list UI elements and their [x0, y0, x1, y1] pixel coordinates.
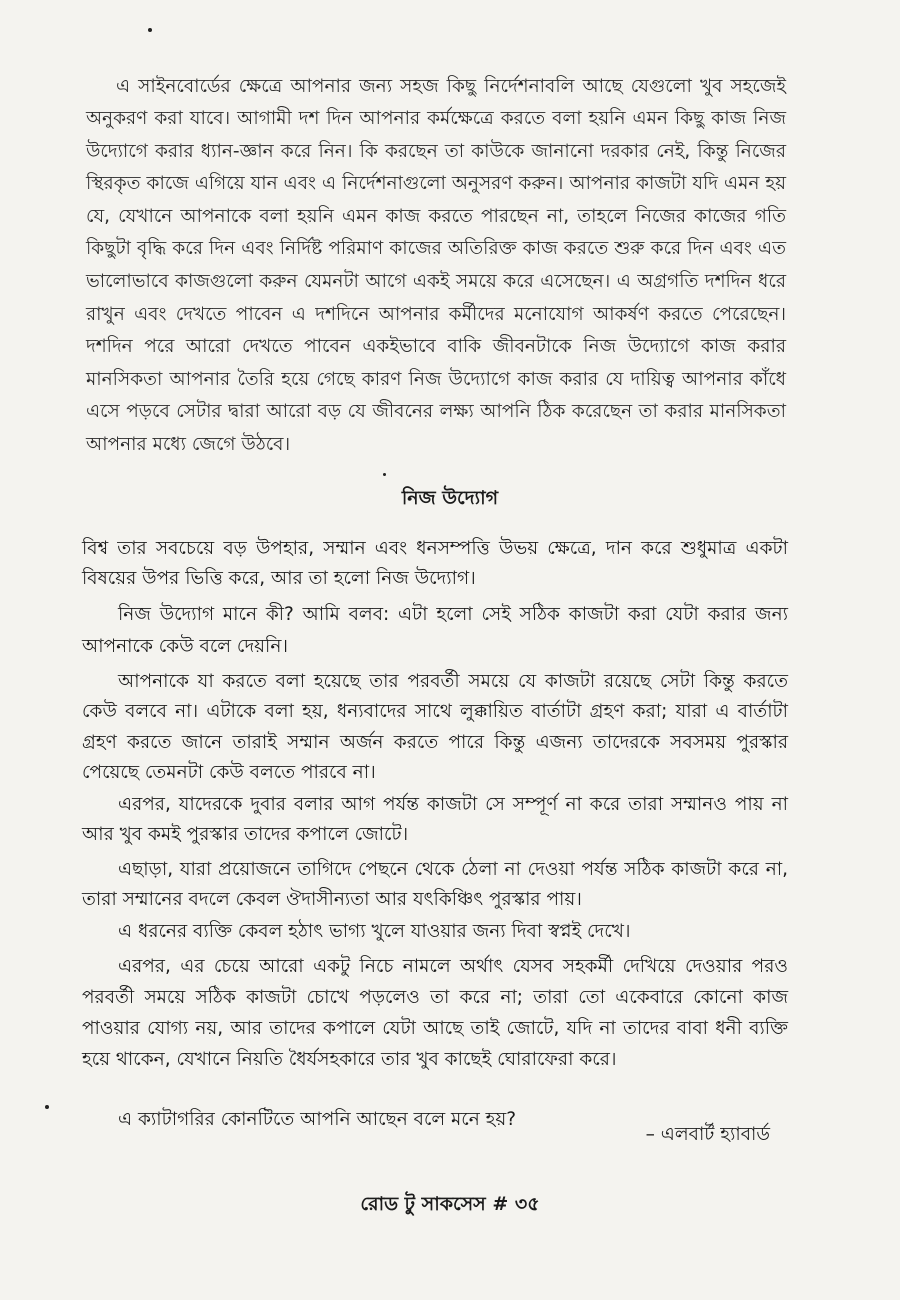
paragraph-daydream: এ ধরনের ব্যক্তি কেবল হঠাৎ ভাগ্য খুলে যাওয়ার জন্য দিবা স্বপ্নই দেখে। — [118, 920, 631, 942]
print-speck — [45, 1105, 49, 1109]
section-heading: নিজ উদ্যোগ — [401, 487, 499, 509]
paragraph-definition: নিজ উদ্যোগ মানে কী? আমি বলব: এটা হলো সেই সঠিক কাজটা করা যেটা করার জন্য আপনাকে কেউ বলে দেয়নি। — [82, 603, 788, 657]
paragraph-world-gifts: বিশ্ব তার সবচেয়ে বড় উপহার, সম্মান এবং ধনসম্পত্তি উভয় ক্ষেত্রে, দান করে শুধুমাত্র একটা বিষয়ের উপর ভিত্তি করে, আর তা হলো নিজ উদ্যোগ। — [82, 537, 788, 589]
paragraph-pushed: এছাড়া, যারা প্রয়োজনে তাগিদে পেছনে থেকে ঠেলা না দেওয়া পর্যন্ত সঠিক কাজটা করে না, তারা সম্মানের বদলে কেবল ঔদাসীন্যতা আর যৎকিঞ্চিৎ পুরস্কার পায়। — [82, 858, 788, 910]
paragraph-lower: এরপর, এর চেয়ে আরো একটু নিচে নামলে অর্থাৎ যেসব সহকর্মী দেখিয়ে দেওয়ার পরও পরবর্তী সময়ে সঠিক কাজটা চোখে পড়লেও তা করে না; তারা তো একেবারে কোনো কাজ পাওয়ার যোগ্য নয়, আর তাদের কপালে যেটা আছে তাই জোটে, যদি না তাদের বাবা ধনী ব্যক্তি হয়ে থাকেন, যেখানে নিয়তি ধৈর্যসহকারে তার খুব কাছেই ঘোরাফেরা করে। — [82, 955, 788, 1070]
paragraph-told-twice: এরপর, যাদেরকে দুবার বলার আগ পর্যন্ত কাজটা সে সম্পূর্ণ না করে তারা সম্মানও পায় না আর খুব কমই পুরস্কার তাদের কপালে জোটে। — [82, 793, 788, 845]
intro-paragraph: এ সাইনবোর্ডের ক্ষেত্রে আপনার জন্য সহজ কিছু নির্দেশনাবলি আছে যেগুলো খুব সহজেই অনুকরণ করা যাবে। আগামী দশ দিন আপনার কর্মক্ষেত্রে করতে বলা হয়নি এমন কিছু কাজ নিজ উদ্যোগে করার ধ্যান-জ্ঞান করে নিন। কি করছেন তা কাউকে জানানো দরকার নেই, কিন্তু নিজের স্থিরকৃত কাজে এগিয়ে যান এবং এ নির্দেশনাগুলো অনুসরণ করুন। আপনার কাজটা যদি এমন হয় যে, যেখানে আপনাকে বলা হয়নি এমন কাজ করতে পারছেন না, তাহলে নিজের কাজের গতি কিছুটা বৃদ্ধি করে দিন এবং নির্দিষ্ট পরিমাণ কাজের অতিরিক্ত কাজ করতে শুরু করে দিন এবং এত ভালোভাবে কাজগুলো করুন যেমনটা আগে একই সময়ে করে এসেছেন। এ অগ্রগতি দশদিন ধরে রাখুন এবং দেখতে পাবেন এ দশদিনে আপনার কর্মীদের মনোযোগ আকর্ষণ করতে পেরেছেন। দশদিন পরে আরো দেখতে পাবেন একইভাবে বাকি জীবনটাকে নিজ উদ্যোগে কাজ করার মানসিকতা আপনার তৈরি হয়ে গেছে কারণ নিজ উদ্যোগে কাজ করার যে দায়িত্ব আপনার কাঁধে এসে পড়বে সেটার দ্বারা আরো বড় যে জীবনের লক্ষ্য আপনি ঠিক করেছেন তা করার মানসিকতা আপনার মধ্যে জেগে উঠবে। — [86, 75, 786, 456]
author-signature: – এলবার্ট হ্যাবার্ড — [645, 1124, 770, 1145]
print-speck — [383, 473, 386, 476]
paragraph-next-task: আপনাকে যা করতে বলা হয়েছে তার পরবর্তী সময়ে যে কাজটা রয়েছে সেটা কিন্তু করতে কেউ বলবে না। এটাকে বলা হয়, ধন্যবাদের সাথে লুক্কায়িত বার্তাটা গ্রহণ করা; যারা এ বার্তাটা গ্রহণ করতে জানে তারাই সম্মান অর্জন করতে পারে কিন্তু এজন্য তাদেরকে সবসময় পুরস্কার পেয়েছে তেমনটা কেউ বলতে পারবে না। — [82, 670, 788, 783]
print-speck — [148, 28, 152, 32]
page-footer: রোড টু সাকসেস # ৩৫ — [360, 1193, 540, 1215]
paragraph-question: এ ক্যাটাগরির কোনটিতে আপনি আছেন বলে মনে হয়? — [118, 1108, 517, 1130]
